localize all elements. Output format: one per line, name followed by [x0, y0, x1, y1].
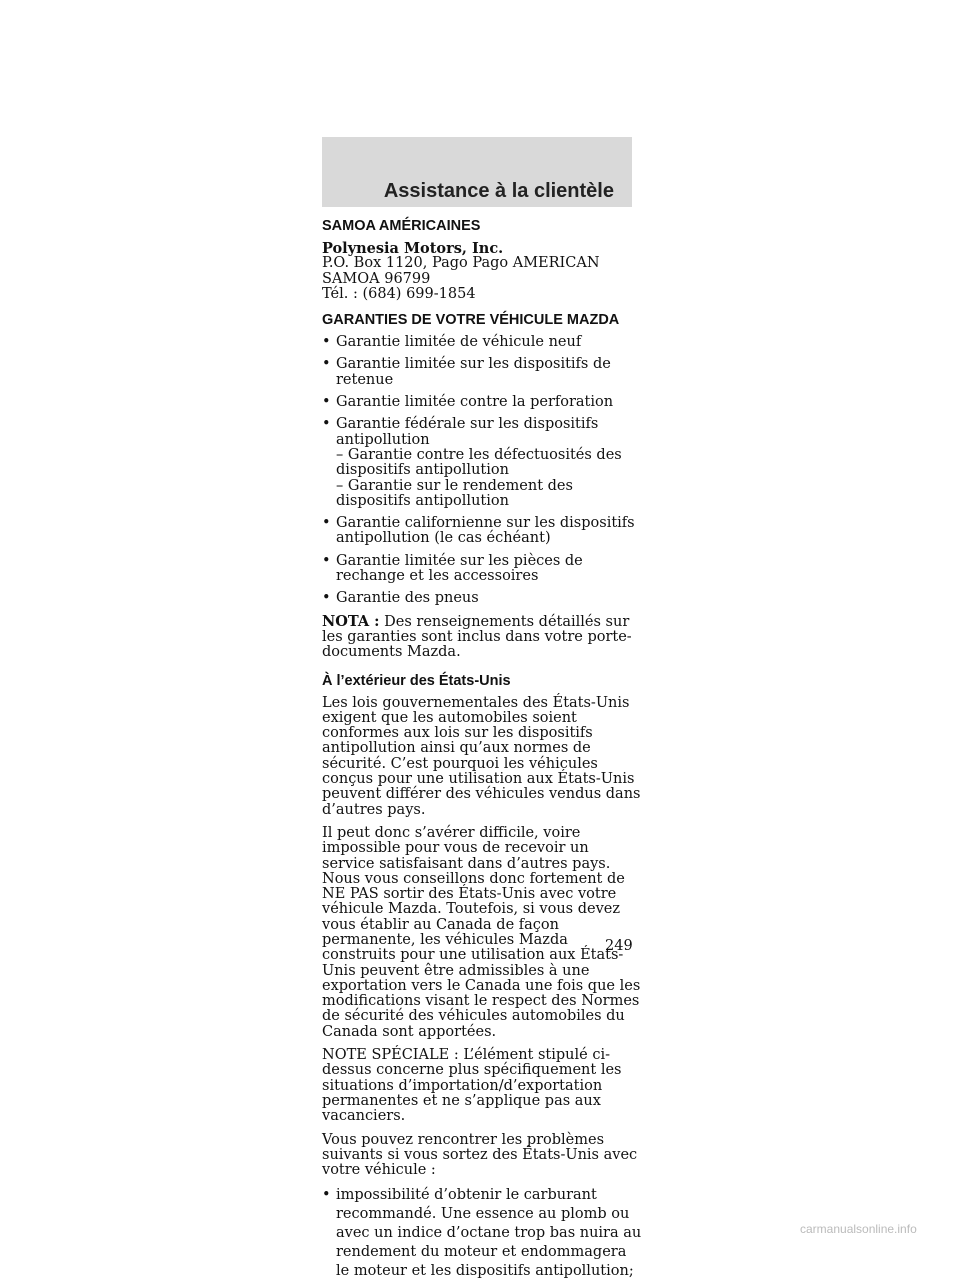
- nota-text: Des renseignements détaillés sur les garanties sont inclus dans votre porte-documents Mazda.: [322, 613, 632, 661]
- nota-paragraph: [322, 614, 642, 661]
- list-item: • Garantie limitée contre la perforation: [322, 395, 642, 410]
- list-item: • impossibilité d’obtenir le carburant recommandé. Une essence au plomb ou avec un indice d’octane trop bas nuira au rendement du moteur et endommagera le moteur et les dispositifs antipollution;: [322, 1186, 642, 1281]
- watermark: carmanualsonline.info: [800, 1222, 917, 1236]
- list-item: [322, 417, 642, 509]
- outside-paragraph-2: Il peut donc s’avérer difficile, voire impossible pour vous de recevoir un service satisfaisant dans d’autres pays. Nous vous conseillons donc fortement de NE PAS sortir des États-Unis avec votre véhicule Mazda. Toutefois, si vous devez vous établir au Canada de façon permanente, les véhicules Mazda construits pour une utilisation aux États-Unis peuvent être admissibles à une exportation vers le Canada une fois que les modifications visant le respect des Normes de sécurité des véhicules automobiles du Canada sont apportées.: [322, 824, 641, 1040]
- list-item: • Garantie limitée de véhicule neuf: [322, 335, 642, 350]
- list-item-label: Garantie fédérale sur les dispositifs antipollution: [336, 416, 599, 448]
- sub-item: – Garantie sur le rendement des dispositifs antipollution: [336, 477, 573, 509]
- dealer-phone: Tél. : (684) 699-1854: [322, 285, 476, 302]
- page-number: 249: [605, 938, 633, 954]
- section-title: Assistance à la clientèle: [383, 180, 614, 202]
- page-content: [322, 218, 642, 1288]
- outside-paragraph-1: Les lois gouvernementales des États-Unis exigent que les automobiles soient conformes aux lois sur les dispositifs antipollution ainsi qu’aux normes de sécurité. C’est pourquoi les véhicules conçus pour une utilisation aux États-Unis peuvent différer des véhicules vendus dans d’autres pays.: [322, 694, 641, 818]
- list-item: • Garantie limitée sur les pièces de rechange et les accessoires: [322, 554, 642, 585]
- sub-item: – Garantie contre les défectuosités des dispositifs antipollution: [336, 446, 622, 479]
- outside-paragraph-4: Vous pouvez rencontrer les problèmes suivants si vous sortez des États-Unis avec votre véhicule :: [322, 1131, 638, 1179]
- problems-list: [322, 1186, 642, 1281]
- section-header: [322, 137, 632, 207]
- special-note-paragraph: NOTE SPÉCIALE : L’élément stipulé ci-dessus concerne plus spécifiquement les situations d’importation/d’exportation permanentes et ne s’applique pas aux vacanciers.: [322, 1047, 622, 1125]
- samoa-heading: SAMOA AMÉRICAINES: [322, 218, 481, 234]
- list-item: • Garantie limitée sur les dispositifs de retenue: [322, 357, 642, 388]
- warranty-list: [322, 335, 642, 606]
- nota-label: NOTA :: [322, 612, 380, 630]
- list-item: • Garantie des pneus: [322, 591, 642, 606]
- warranties-heading: GARANTIES DE VOTRE VÉHICULE MAZDA: [322, 312, 620, 329]
- outside-heading: À l’extérieur des États-Unis: [322, 672, 511, 689]
- dealer-address: P.O. Box 1120, Pago Pago AMERICAN SAMOA 96799: [322, 255, 600, 287]
- dealer-name: Polynesia Motors, Inc.: [322, 240, 504, 257]
- list-item: • Garantie californienne sur les dispositifs antipollution (le cas échéant): [322, 516, 642, 547]
